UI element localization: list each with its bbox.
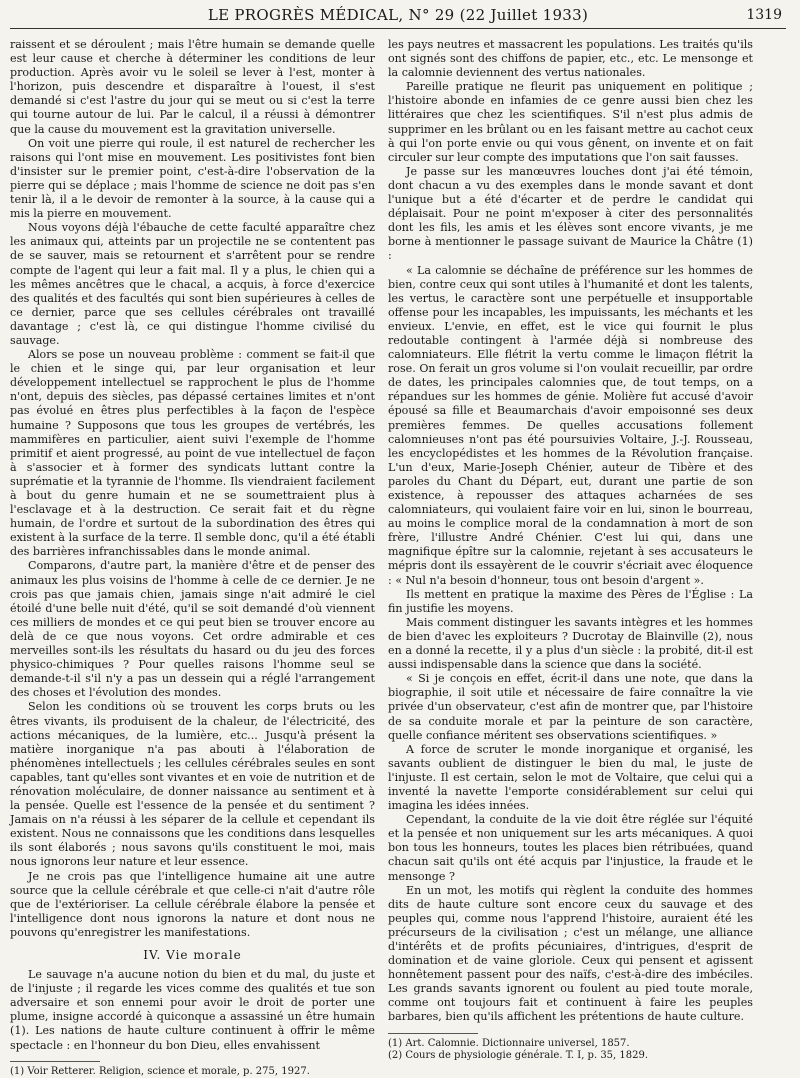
footnote: (1) Art. Calomnie. Dictionnaire universel, 1857. — [388, 1037, 630, 1049]
footnote: (1) Voir Retterer. Religion, science et morale, p. 275, 1927. — [10, 1065, 310, 1077]
journal-title: LE PROGRÈS MÉDICAL, N° 29 (22 Juillet 1933) — [207, 6, 589, 24]
paragraph: raissent et se déroulent ; mais l'être humain se demande quelle est leur cause et cherche à déterminer les conditions de leur production. Après avoir vu le soleil se lever à l'est, monter à l'horizon, puis descendre et disparaître à l'ouest, il s'est demandé si c'est l'astre du jour qui se meut ou si c'est la terre qui tourne autour de lui. Par le calcul, il a réussi à démontrer que la cause du mouvement est la gravitation universelle. — [10, 38, 375, 136]
quotation: « Si je conçois en effet, écrit-il dans une note, que dans la biographie, il soit utile et nécessaire de faire connaître la vie privée d'un observateur, c'est afin de montrer que, par l'histoire de sa conduite morale et par la peinture de son caractère, quelle confiance méritent ses observations scientifiques. » — [388, 672, 753, 742]
paragraph: Ils mettent en pratique la maxime des Pères de l'Église : La fin justifie les moyens. — [388, 587, 753, 615]
footnote-divider — [388, 1033, 478, 1034]
paragraph: On voit une pierre qui roule, il est naturel de rechercher les raisons qui l'ont mise en mouvement. Les positivistes font bien d'insister sur le premier point, c'est-à-dire l'observation de la pierre qui se déplace ; mais l'homme de science ne doit pas s'en tenir là, il a le devoir de remonter à la source, à la cause qui a mis la pierre en mouvement. — [10, 136, 375, 221]
paragraph: Je ne crois pas que l'intelligence humaine ait une autre source que la cellule cérébrale et que celle-ci n'ait d'autre rôle que de l'extérioriser. La cellule cérébrale élabore la pensée et l'intelligence dont nous ignorons la nature et dont nous ne pouvons qu'enregistrer les manifestations. — [10, 869, 375, 939]
paragraph: A force de scruter le monde inorganique et organisé, les savants oublient de distinguer le bien du mal, le juste de l'injuste. Il est certain, selon le mot de Voltaire, que celui qui a inventé la navette l'emporte considérablement sur celui qui imagina les idées innées. — [388, 742, 753, 813]
section-heading: IV. Vie morale — [143, 948, 242, 962]
paragraph: En un mot, les motifs qui règlent la conduite des hommes dits de haute culture sont encore ceux du sauvage et des peuples qui, comme nous l'apprend l'histoire, auraient été les précurseurs de la civilisation ; c'est un mélange, une alliance d'intérêts et de profits pécuniaires, d'intrigues, d'esprit de domination et de vaine gloriole. Ceux qui pensent et agissent honnêtement passent pour des naïfs, c'est-à-dire des imbéciles. Les grands savants ignorent ou foulent au pied toute morale, comme ont toujours fait et continuent à faire les peuples barbares, bien qu'ils affichent les prétentions de haute culture. — [388, 883, 753, 1024]
right-column — [388, 38, 753, 1062]
paragraph: Alors se pose un nouveau problème : comment se fait-il que le chien et le singe qui, par leur organisation et leur développement intellectuel se rapprochent le plus de l'homme n'ont, depuis des siècles, pas dépassé certaines limites et n'ont pas évolué en êtres plus perfectibles à la façon de l'espèce humaine ? Supposons que tous les groupes de vertébrés, les mammifères en particulier, aient suivi l'exemple de l'homme primitif et aient progressé, au point de vue intellectuel de façon à s'associer et à former des syndicats luttant contre la suprématie et la tyrannie de l'homme. Ils viendraient facilement à bout du genre humain et ne se soumettraient plus à l'esclavage et à la destruction. Ce serait fait et du règne humain, de l'ordre et surtout de la subordination des êtres qui existent à la surface de la terre. Il semble donc, qu'il a été établi des barrières infranchissables dans le monde animal. — [10, 348, 375, 559]
paragraph: les pays neutres et massacrent les populations. Les traités qu'ils ont signés sont des chiffons de papier, etc., etc. Le mensonge et la calomnie deviennent des vertus nationales. — [388, 38, 753, 80]
paragraph: Le sauvage n'a aucune notion du bien et du mal, du juste et de l'injuste ; il regarde les vices comme des qualités et tue son adversaire et son ennemi pour avoir le droit de porter une plume, insigne accordé à quiconque a assassiné un être humain (1). Les nations de haute culture continuent à offrir le même spectacle : en l'honneur du bon Dieu, elles envahissent — [10, 968, 375, 1052]
quotation: « La calomnie se déchaîne de préférence sur les hommes de bien, contre ceux qui sont utiles à l'humanité et dont les talents, les vertus, le caractère sont une perpétuelle et insupportable offense pour les incapables, les impuissants, les méchants et les envieux. L'envie, en effet, est le vice qui fournit le plus redoutable contingent à l'armée déjà si nombreuse des calomniateurs. Elle flétrit la vertu comme le limaçon flétrit la rose. On ferait un gros volume si l'on voulait recueillir, par ordre de dates, les principales calomnies que, de tout temps, on a répandues sur les hommes de génie. Molière fut accusé d'avoir épousé sa fille et Beaumarchais d'avoir empoisonné ses deux premières femmes. De quelles accusations follement calomnieuses n'ont pas été poursuivies Voltaire, J.-J. Rousseau, les encyclopédistes et les hommes de la Révolution française. L'un d'eux, Marie-Joseph Chénier, auteur de Tibère et des paroles du Chant du Départ, eut, durant une partie de son existence, à repousser des attaques acharnées de ses calomniateurs, qui voulaient faire voir en lui, sinon le bourreau, au moins le complice moral de la condamnation à mort de son frère, l'illustre André Chénier. C'est lui qui, dans une magnifique épître sur la calomnie, rejetant à ses accusateurs le mépris dont ils essayèrent de le couvrir s'écriait avec éloquence : « Nul n'a besoin d'honneur, tous ont besoin d'argent ». — [388, 263, 753, 587]
left-column — [10, 38, 375, 1078]
paragraph: Mais comment distinguer les savants intègres et les hommes de bien d'avec les exploiteurs ? Ducrotay de Blainville (2), nous en a donné la recette, il y a plus d'un siècle : la probité, dit-il est aussi indispensable dans la science que dans la société. — [388, 615, 753, 672]
footnote: (2) Cours de physiologie générale. T. I, p. 35, 1829. — [388, 1049, 649, 1061]
paragraph: Comparons, d'autre part, la manière d'être et de penser des animaux les plus voisins de l'homme à celle de ce dernier. Je ne crois pas que jamais chien, jamais singe n'ait admiré le ciel étoilé d'une belle nuit d'été, qu'il se soit demandé d'où viennent ces milliers de mondes et ce qui peut bien se trouver encore au delà de ce que nous voyons. Cet ordre admirable et ces merveilles sont-ils les résultats du hasard ou du jeu des forces physico-chimiques ? Pour quelles raisons l'homme seul se demande-t-il s'il n'y a pas un dessein qui a réglé l'arrangement des choses et l'évolution des mondes. — [10, 559, 375, 700]
paragraph: Nous voyons déjà l'ébauche de cette faculté apparaître chez les animaux qui, atteints par un projectile ne se contentent pas de se sauver, mais se retournent et s'arrêtent pour se rendre compte de l'agent qui leur a fait mal. Il y a plus, le chien qui a les mêmes ancêtres que le chacal, a acquis, à force d'exercice des qualités et des facultés qui sont bien supérieures à celles de ce dernier, parce que ses cellules cérébrales ont travaillé davantage ; c'est là, ce qui distingue l'homme civilisé du sauvage. — [10, 221, 375, 347]
paragraph: Pareille pratique ne fleurit pas uniquement en politique ; l'histoire abonde en infamies de ce genre aussi bien chez les littéraires que chez les scientifiques. S'il n'est plus admis de supprimer en les brûlant ou en les faisant mettre au cachot ceux à qui l'on porte envie ou qui vous gênent, on invente et on fait circuler sur leur compte des imputations que l'on sait fausses. — [388, 80, 753, 164]
running-header — [10, 4, 786, 29]
footnote-divider — [10, 1061, 100, 1062]
paragraph: Je passe sur les manœuvres louches dont j'ai été témoin, dont chacun a vu des exemples dans le monde savant et dont l'unique but a été d'écarter et de perdre le candidat qui déplaisait. Pour ne point m'exposer à citer des personnalités dont les fils, les amis et les élèves sont encore vivants, je me borne à mentionner le passage suivant de Maurice la Châtre (1) : — [388, 164, 753, 263]
paragraph: Cependant, la conduite de la vie doit être réglée sur l'équité et la pensée et non uniquement sur les arts mécaniques. A quoi bon tous les honneurs, toutes les places bien rétribuées, quand chacun sait qu'ils ont été acquis par l'injustice, la fraude et le mensonge ? — [388, 813, 753, 883]
page-number: 1319 — [746, 7, 782, 23]
paragraph: Selon les conditions où se trouvent les corps bruts ou les êtres vivants, ils produisent de la chaleur, de l'électricité, des actions mécaniques, de la lumière, etc... Jusqu'à présent la matière inorganique n'a pas abouti à l'élaboration de phénomènes intellectuels ; les cellules cérébrales seules en sont capables, tant qu'elles sont vivantes et en voie de nutrition et de rénovation moléculaire, de donner naissance au sentiment et à la pensée. Quelle est l'essence de la pensée et du sentiment ? Jamais on n'a réussi à les séparer de la cellule et cependant ils existent. Nous ne connaissons que les conditions dans lesquelles ils sont élaborés ; nous savons qu'ils constituent le moi, mais nous ignorons leur nature et leur essence. — [10, 700, 375, 869]
